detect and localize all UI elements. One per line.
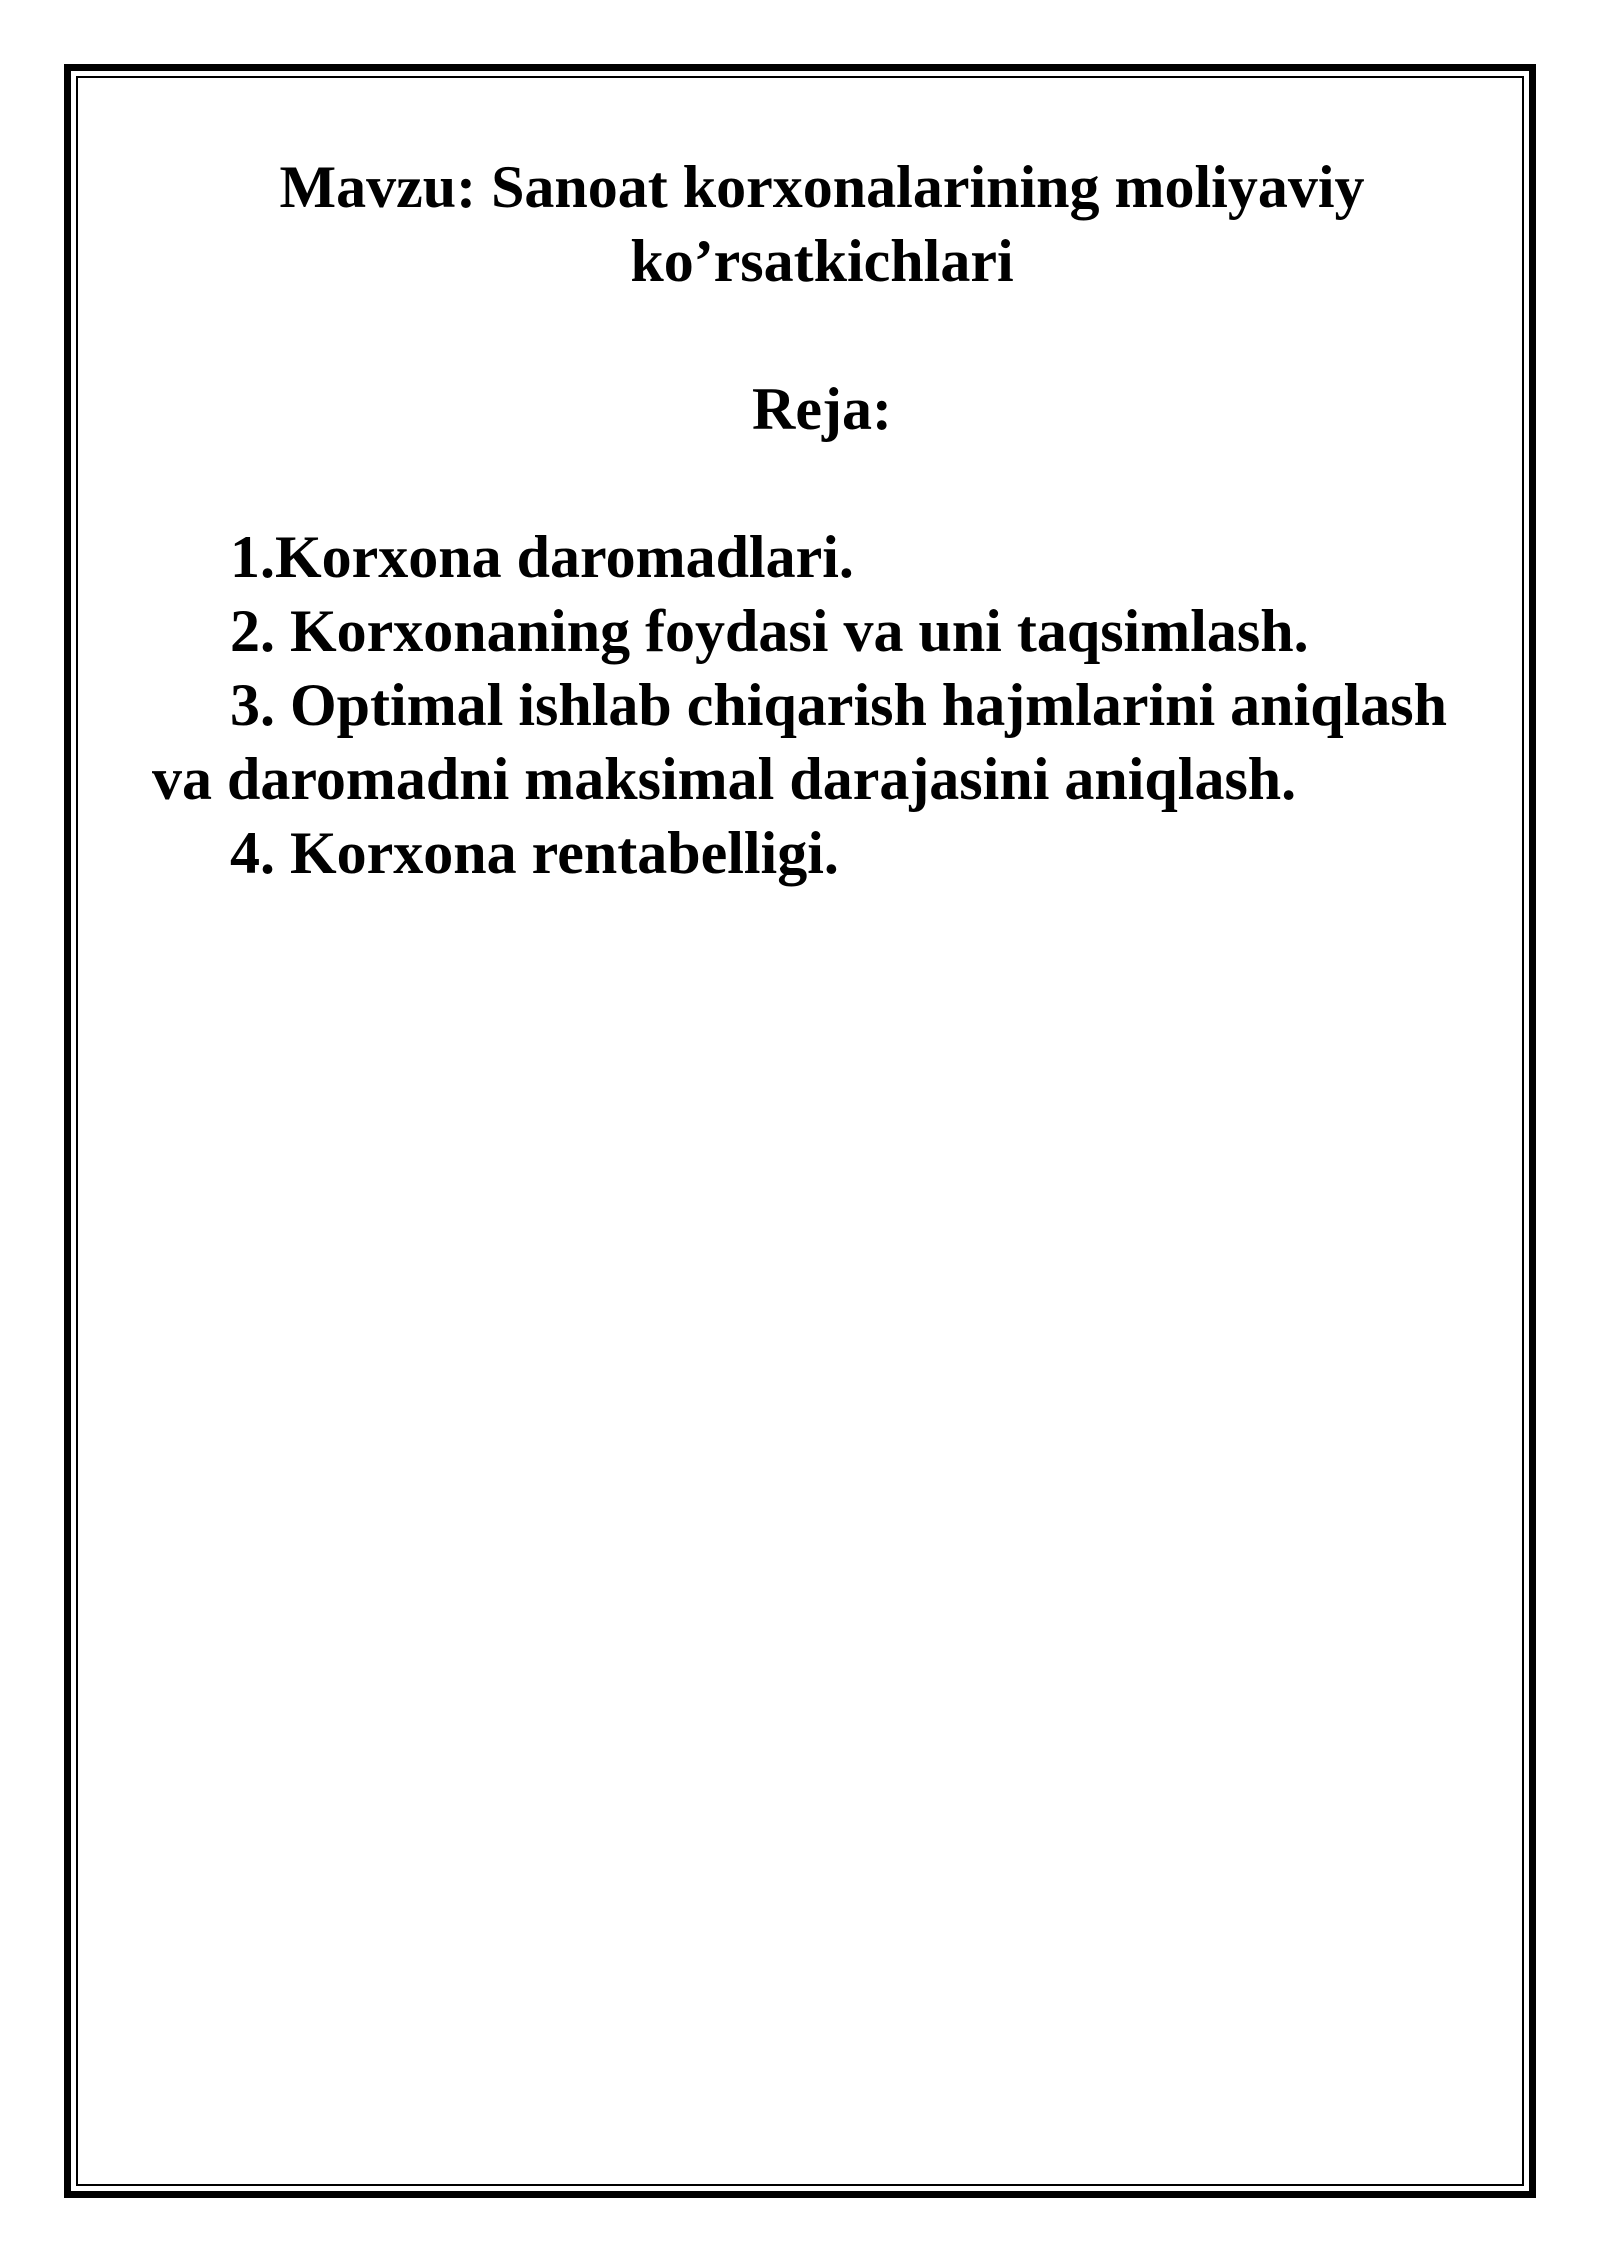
plan-heading: Reja: [752,376,892,442]
page-title [152,150,1452,298]
plan-list [152,520,1452,890]
page-content [152,150,1452,890]
title-line-1: Mavzu: Sanoat korxonalarining moliyaviy [279,154,1365,220]
plan-item-2: 2. Korxonaning foydasi va uni taqsimlash. [230,598,1309,664]
plan-item-4: 4. Korxona rentabelligi. [230,820,839,886]
title-line-2: ko’rsatkichlari [630,228,1014,294]
plan-item-1: 1.Korxona daromadlari. [230,524,854,590]
plan-item-3: 3. Optimal ishlab chiqarish hajmlarini aniqlash va daromadni maksimal darajasini aniqlash. [152,672,1447,812]
